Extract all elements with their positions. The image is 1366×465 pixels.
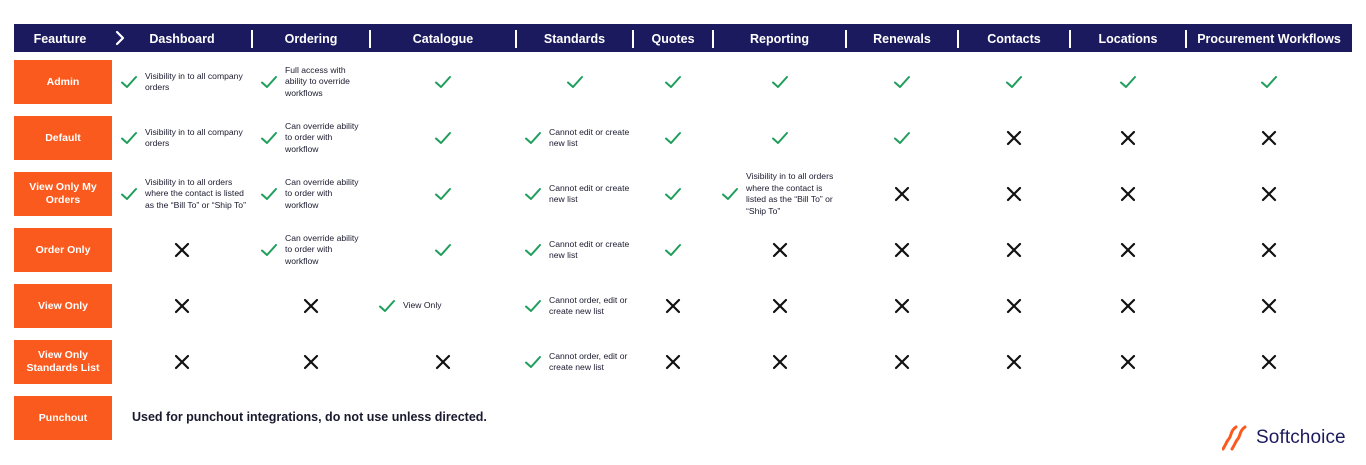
cross-icon [434, 353, 452, 371]
column-header: Quotes [651, 32, 695, 46]
permission-cell [524, 340, 633, 384]
header-divider [1069, 30, 1071, 48]
header-divider [1185, 30, 1187, 48]
permission-cell [524, 228, 633, 272]
permission-note: Cannot order, edit or create new list [549, 294, 628, 316]
permission-note: Visibility in to all orders where the contact is listed as the “Bill To” or “Ship To” [145, 176, 246, 210]
permission-cell [260, 172, 370, 216]
permission-cell [846, 60, 958, 104]
cross-icon [1260, 297, 1278, 315]
check-icon [664, 129, 682, 147]
permission-cell [120, 116, 252, 160]
permission-cell [1186, 284, 1352, 328]
permission-cell [846, 340, 958, 384]
check-icon [524, 353, 542, 371]
row-label: Order Only [14, 228, 112, 272]
check-icon [260, 129, 278, 147]
row-label: View Only Standards List [14, 340, 112, 384]
permission-cell [713, 116, 846, 160]
permission-cell [378, 284, 516, 328]
check-icon [260, 73, 278, 91]
softchoice-logo [1222, 424, 1346, 452]
row-label: Default [14, 116, 112, 160]
permission-cell [958, 172, 1070, 216]
cross-icon [893, 297, 911, 315]
cross-icon [771, 297, 789, 315]
column-header: Standards [543, 32, 606, 46]
check-icon [1260, 73, 1278, 91]
permission-cell [120, 60, 252, 104]
permission-cell [1070, 172, 1186, 216]
column-header: Contacts [987, 32, 1041, 46]
permission-cell [1070, 60, 1186, 104]
permission-cell [1070, 284, 1186, 328]
permission-note: Cannot edit or create new list [549, 182, 630, 204]
permission-note: Cannot edit or create new list [549, 126, 630, 148]
cross-icon [1005, 241, 1023, 259]
check-icon [721, 185, 739, 203]
column-header: Renewals [873, 32, 931, 46]
cross-icon [771, 241, 789, 259]
permission-cell [633, 116, 713, 160]
permission-cell [260, 116, 370, 160]
cross-icon [1119, 185, 1137, 203]
cross-icon [1005, 129, 1023, 147]
cross-icon [1260, 129, 1278, 147]
check-icon [434, 241, 452, 259]
cross-icon [173, 297, 191, 315]
cross-icon [893, 185, 911, 203]
permission-cell [1186, 60, 1352, 104]
permission-cell [846, 284, 958, 328]
permission-cell [524, 116, 633, 160]
check-icon [664, 73, 682, 91]
permission-note: Visibility in to all company orders [145, 126, 243, 148]
column-header: Procurement Workflows [1197, 32, 1341, 46]
cross-icon [173, 353, 191, 371]
header-divider [957, 30, 959, 48]
permission-cell [958, 116, 1070, 160]
permission-note: Visibility in to all company orders [145, 70, 243, 92]
permission-cell [370, 60, 516, 104]
permission-cell [524, 284, 633, 328]
check-icon [260, 185, 278, 203]
header-divider [369, 30, 371, 48]
permission-cell [120, 172, 252, 216]
permission-cell [112, 228, 252, 272]
check-icon [1005, 73, 1023, 91]
permission-cell [112, 340, 252, 384]
permission-note: Visibility in to all orders where the contact is listed as the “Bill To” or “Ship To” [746, 171, 834, 216]
permission-cell [370, 228, 516, 272]
permission-cell [1070, 340, 1186, 384]
permission-cell [633, 340, 713, 384]
permission-cell [252, 284, 370, 328]
permission-note: Can override ability to order with workflow [285, 120, 359, 154]
permission-cell [1070, 116, 1186, 160]
row-label-punchout: Punchout [14, 396, 112, 440]
logo-text: Softchoice [1256, 427, 1346, 448]
permission-cell [260, 60, 370, 104]
permission-cell [713, 284, 846, 328]
cross-icon [1260, 241, 1278, 259]
permission-note: Cannot order, edit or create new list [549, 350, 628, 372]
feature-column-header: Feauture [33, 32, 87, 46]
permission-cell [1186, 172, 1352, 216]
cross-icon [173, 241, 191, 259]
cross-icon [1005, 353, 1023, 371]
check-icon [260, 241, 278, 259]
permission-cell [958, 60, 1070, 104]
cross-icon [1005, 185, 1023, 203]
permission-note: Cannot edit or create new list [549, 238, 630, 260]
permission-cell [958, 284, 1070, 328]
permission-cell [112, 284, 252, 328]
cross-icon [893, 241, 911, 259]
column-header: Ordering [284, 32, 338, 46]
check-icon [524, 241, 542, 259]
permission-cell [370, 340, 516, 384]
column-header: Locations [1098, 32, 1158, 46]
permission-cell [1070, 228, 1186, 272]
cross-icon [664, 297, 682, 315]
permission-cell [633, 60, 713, 104]
permission-cell [958, 340, 1070, 384]
permission-note: Can override ability to order with workflow [285, 176, 359, 210]
cross-icon [1260, 185, 1278, 203]
check-icon [771, 129, 789, 147]
row-label: View Only My Orders [14, 172, 112, 216]
row-label: View Only [14, 284, 112, 328]
permission-cell [516, 60, 633, 104]
permission-cell [633, 228, 713, 272]
column-header: Dashboard [149, 32, 215, 46]
check-icon [434, 73, 452, 91]
cross-icon [1119, 129, 1137, 147]
permission-note: View Only [403, 300, 442, 311]
permission-note: Full access with ability to override workflows [285, 64, 350, 98]
permission-cell [633, 284, 713, 328]
check-icon [771, 73, 789, 91]
permission-cell [713, 60, 846, 104]
check-icon [893, 73, 911, 91]
cross-icon [1119, 241, 1137, 259]
permission-note: Can override ability to order with workflow [285, 232, 359, 266]
header-divider [632, 30, 634, 48]
permission-cell [846, 172, 958, 216]
column-header: Reporting [749, 32, 810, 46]
check-icon [434, 185, 452, 203]
header-divider [251, 30, 253, 48]
row-label: Admin [14, 60, 112, 104]
check-icon [120, 129, 138, 147]
header-divider [515, 30, 517, 48]
permission-cell [846, 228, 958, 272]
check-icon [120, 73, 138, 91]
cross-icon [1119, 297, 1137, 315]
check-icon [524, 185, 542, 203]
cross-icon [1260, 353, 1278, 371]
cross-icon [302, 297, 320, 315]
cross-icon [302, 353, 320, 371]
permission-cell [1186, 340, 1352, 384]
cross-icon [1119, 353, 1137, 371]
cross-icon [1005, 297, 1023, 315]
check-icon [1119, 73, 1137, 91]
permission-cell [713, 340, 846, 384]
permission-cell [370, 116, 516, 160]
feature-header-bar [14, 24, 1352, 52]
check-icon [664, 185, 682, 203]
permission-cell [713, 228, 846, 272]
permission-cell [721, 172, 846, 216]
cross-icon [664, 353, 682, 371]
header-divider [712, 30, 714, 48]
header-divider [845, 30, 847, 48]
check-icon [120, 185, 138, 203]
permission-cell [1186, 228, 1352, 272]
permission-cell [633, 172, 713, 216]
permission-cell [1186, 116, 1352, 160]
permission-cell [846, 116, 958, 160]
check-icon [893, 129, 911, 147]
permission-cell [958, 228, 1070, 272]
permission-cell [260, 228, 370, 272]
check-icon [524, 297, 542, 315]
permission-cell [370, 172, 516, 216]
permission-cell [524, 172, 633, 216]
cross-icon [771, 353, 789, 371]
check-icon [378, 297, 396, 315]
check-icon [434, 129, 452, 147]
punchout-note: Used for punchout integrations, do not use unless directed. [132, 410, 487, 424]
check-icon [566, 73, 584, 91]
check-icon [524, 129, 542, 147]
permission-cell [252, 340, 370, 384]
column-header: Catalogue [412, 32, 474, 46]
softchoice-logo-icon [1222, 424, 1252, 452]
check-icon [664, 241, 682, 259]
cross-icon [893, 353, 911, 371]
